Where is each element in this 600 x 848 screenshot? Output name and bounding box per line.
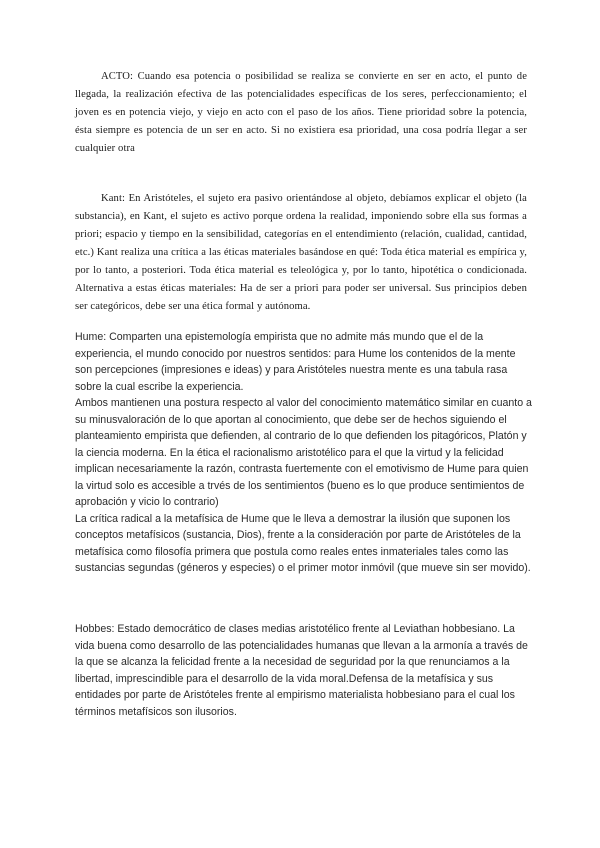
paragraph-hume: Hume: Comparten una epistemología empirista que no admite más mundo que el de la experiencia, el mundo conocido por nuestros sentidos: para Hume los contenidos de la mente son percepciones (impresiones e ideas) y para Aristóteles nuestra mente es una tabula rasa sobre la cual escribe la experiencia.	[75, 331, 516, 393]
hume-section	[75, 329, 535, 577]
paragraph-kant: Kant: En Aristóteles, el sujeto era pasivo orientándose al objeto, debíamos explicar el objeto (la substancia), en Kant, el sujeto es activo porque ordena la realidad, imponiendo sobre ella sus formas a priori; espacio y tiempo en la sensibilidad, categorías en el entendimiento (relación, cualidad, cantidad, etc.) Kant realiza una crítica a las éticas materiales basándose en qué: Toda ética material es empírica y, por lo tanto, a posteriori. Toda ética material es teleológica y, por lo tanto, hipotética o condicionada. Alternativa a estas éticas materiales: Ha de ser a priori para poder ser universal. Sus principios deben ser categóricos, debe ser una ética formal y autónoma.	[75, 193, 527, 312]
paragraph-acto: ACTO: Cuando esa potencia o posibilidad se realiza se convierte en ser en acto, el punto de llegada, la realización efectiva de las potencialidades específicas de los seres, perfeccionamiento; el joven es en potencia viejo, y viejo en acto con el paso de los años. Tiene prioridad sobre la potencia, ésta siempre es potencia de un ser en acto. Si no existiera esa prioridad, una cosa podría llegar a ser cualquier otra	[75, 71, 527, 154]
paragraph-critica: La crítica radical a la metafísica de Hume que le lleva a demostrar la ilusión que suponen los conceptos metafísicos (sustancia, Dios), frente a la consideración por parte de Aristóteles de la metafísica como filosofía primera que postula como reales entes inmateriales tales como las sustancias segundas (géneros y especies) o el primer motor inmóvil (que mueve sin ser movido).	[75, 512, 531, 574]
paragraph-ambos: Ambos mantienen una postura respecto al valor del conocimiento matemático similar en cuanto a su minusvaloración de lo que aportan al conocimiento, que debe ser de hechos siguiendo el planteamiento empirista que defienden, al contrario de lo que defienden los pitagóricos, Platón y la ciencia moderna. En la ética el racionalismo aristotélico para el que la virtud y la felicidad implican necesariamente la razón, contrasta fuertemente con el emotivismo de Hume para quien la virtud solo es accesible a trvés de los sentimientos (bueno es lo que produce sentimientos de aprobación y vicio lo contrario)	[75, 397, 532, 508]
paragraph-hobbes: Hobbes: Estado democrático de clases medias aristotélico frente al Leviathan hobbesiano. La vida buena como desarrollo de las potencialidades humanas que llevan a la armonía a través de la que se alcanza la felicidad frente a la necesidad de seguridad por la que renunciamos a la libertad, imprescindible para el desarrollo de la vida moral.Defensa de la metafísica y sus entidades por parte de Aristóteles frente al empirismo materialista hobbesiano para el cual los términos metafísicos son ilusorios.	[75, 623, 528, 718]
